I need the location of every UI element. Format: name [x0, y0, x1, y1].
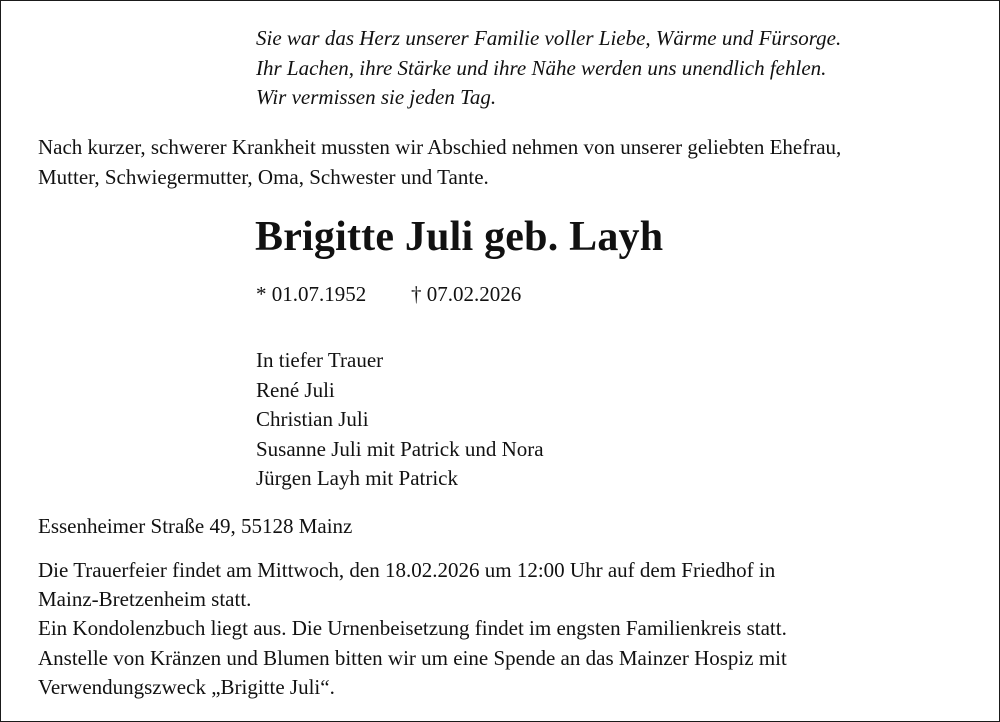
service-line: Mainz-Bretzenheim statt.: [38, 587, 252, 612]
mourners-heading: In tiefer Trauer: [256, 348, 384, 372]
life-dates: [256, 282, 522, 307]
mourners-list: [256, 346, 544, 494]
service-line: Ein Kondolenzbuch liegt aus. Die Urnenbeisetzung findet im engsten Familienkreis statt.: [38, 616, 787, 641]
service-info: [38, 556, 787, 702]
motto-text: [256, 24, 841, 113]
motto-line: Wir vermissen sie jeden Tag.: [256, 85, 497, 109]
mourner-name: Jürgen Layh mit Patrick: [256, 466, 458, 490]
motto-line: Ihr Lachen, ihre Stärke und ihre Nähe werden uns unendlich fehlen.: [256, 55, 827, 80]
mourner-name: Christian Juli: [256, 407, 369, 431]
intro-line: Nach kurzer, schwerer Krankheit mussten wir Abschied nehmen von unserer geliebten Ehefrau,: [38, 135, 842, 159]
service-line: Die Trauerfeier findet am Mittwoch, den 18.02.2026 um 12:00 Uhr auf dem Friedhof in: [38, 558, 776, 582]
death-date: † 07.02.2026: [411, 282, 522, 306]
service-line: Verwendungszweck „Brigitte Juli“.: [38, 674, 335, 699]
family-address: Essenheimer Straße 49, 55128 Mainz: [38, 514, 353, 538]
service-line: Anstelle von Kränzen und Blumen bitten wir um eine Spende an das Mainzer Hospiz mit: [38, 645, 787, 670]
intro-text: [38, 133, 841, 192]
motto-line: Sie war das Herz unserer Familie voller Liebe, Wärme und Fürsorge.: [256, 26, 842, 50]
intro-line: Mutter, Schwiegermutter, Oma, Schwester und Tante.: [38, 164, 489, 189]
birth-date: * 01.07.1952: [256, 282, 367, 306]
deceased-name: Brigitte Juli geb. Layh: [255, 214, 664, 260]
mourner-name: Susanne Juli mit Patrick und Nora: [256, 436, 544, 461]
mourner-name: René Juli: [256, 377, 335, 402]
